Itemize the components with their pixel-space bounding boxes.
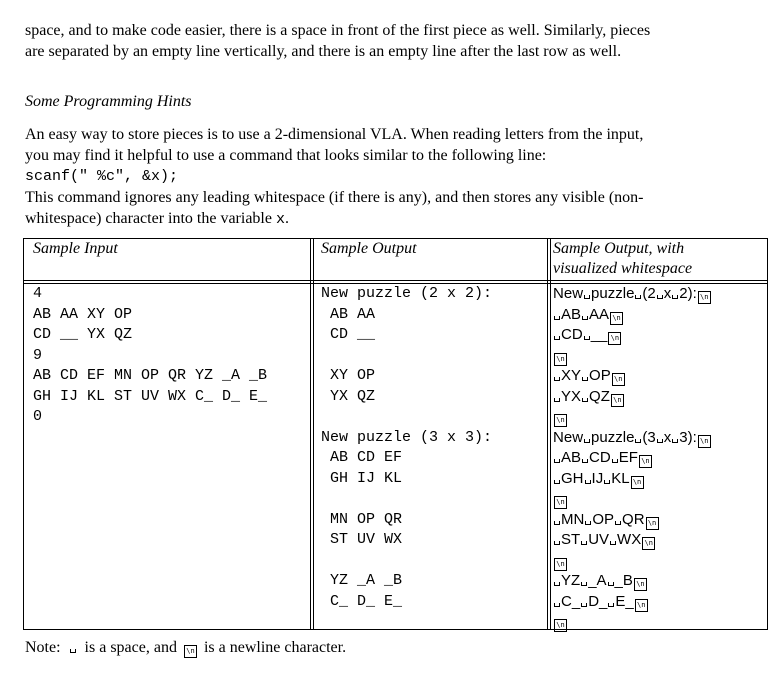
space-symbol-icon — [581, 393, 589, 403]
input-line: 9 — [33, 346, 43, 364]
newline-symbol-icon: \n — [610, 312, 623, 325]
note-middle: is a space, and — [84, 639, 177, 656]
space-symbol-icon — [581, 454, 589, 464]
output-line: New puzzle (2 x 2): — [321, 285, 493, 302]
header-sample-output: Sample Output — [321, 240, 417, 257]
space-symbol-icon — [553, 598, 561, 608]
space-symbol-icon — [553, 331, 561, 341]
hints-line-4-text: whitespace) character into the variable — [25, 210, 276, 227]
newline-symbol-icon: \n — [642, 537, 655, 550]
hints-line-4-end: . — [285, 210, 289, 227]
newline-symbol-icon: \n — [608, 332, 621, 345]
newline-symbol-icon: \n — [698, 291, 711, 304]
visualized-line: YZ _A _B \n — [553, 571, 647, 591]
visualized-line — [553, 489, 567, 509]
output-line: AB AA — [321, 305, 376, 323]
output-line: YZ _A _B — [321, 572, 403, 589]
table-border-right — [767, 238, 768, 630]
output-line: XY OP — [321, 367, 376, 384]
space-symbol-icon — [581, 372, 589, 382]
visualized-line: GH IJ KL \n — [553, 469, 644, 489]
space-symbol-icon — [614, 516, 622, 526]
newline-symbol-icon: \n — [184, 645, 197, 658]
newline-symbol-icon: \n — [639, 455, 652, 468]
input-line: 0 — [33, 408, 43, 425]
newline-symbol-icon: \n — [554, 353, 567, 366]
visualized-line: MN OP QR \n — [553, 510, 659, 530]
table-column-divider-2a — [547, 238, 548, 630]
space-symbol-icon — [553, 577, 561, 587]
newline-symbol-icon: \n — [612, 373, 625, 386]
table-border-left — [23, 238, 24, 630]
newline-symbol-icon: \n — [554, 558, 567, 571]
code-snippet: scanf(" %c", &x); — [25, 168, 179, 185]
table-column-divider-1b — [313, 238, 314, 630]
header-visualized-output — [553, 239, 692, 279]
newline-symbol-icon: \n — [554, 496, 567, 509]
visualized-line: C_ D_ E_ \n — [553, 592, 648, 612]
space-symbol-icon — [671, 434, 679, 444]
newline-symbol-icon: \n — [635, 599, 648, 612]
input-line: GH IJ KL ST UV WX C_ D_ E_ — [33, 387, 268, 405]
visualized-line: New puzzle (3 x 3): \n — [553, 428, 711, 448]
visualized-line: AB AA \n — [553, 305, 623, 325]
input-line: CD __ YX QZ — [33, 326, 133, 343]
space-symbol-icon — [656, 434, 664, 444]
output-line: MN OP QR — [321, 510, 403, 528]
table-header-divider-1 — [23, 280, 768, 281]
visualized-line: New puzzle (2 x 2): \n — [553, 284, 711, 304]
space-symbol-icon — [553, 516, 561, 526]
newline-symbol-icon: \n — [554, 414, 567, 427]
section-heading: Some Programming Hints — [25, 93, 192, 110]
output-line: YX QZ — [321, 387, 376, 405]
space-symbol-icon — [611, 454, 619, 464]
space-symbol-icon — [553, 311, 561, 321]
visualized-line: ST UV WX \n — [553, 530, 655, 550]
visualized-line — [553, 346, 567, 366]
table-border-bottom — [23, 629, 768, 630]
input-line: AB CD EF MN OP QR YZ _A _B — [33, 367, 268, 384]
space-symbol-icon — [607, 598, 615, 608]
space-symbol-icon — [584, 516, 592, 526]
space-symbol-icon — [553, 475, 561, 485]
output-line: C_ D_ E_ — [321, 592, 403, 610]
newline-symbol-icon: \n — [554, 619, 567, 632]
space-symbol-icon — [603, 475, 611, 485]
note-suffix: is a newline character. — [203, 639, 347, 656]
newline-symbol-icon: \n — [611, 394, 624, 407]
visualized-line: AB CD EF \n — [553, 448, 652, 468]
space-symbol-icon — [553, 372, 561, 382]
output-line: GH IJ KL — [321, 469, 403, 487]
input-line: 4 — [33, 285, 43, 302]
hints-line-4 — [25, 208, 770, 230]
hints-paragraph — [25, 124, 770, 230]
table-column-divider-1a — [310, 238, 311, 630]
space-symbol-icon — [583, 434, 591, 444]
space-symbol-icon — [581, 311, 589, 321]
intro-line-1: space, and to make code easier, there is a space in front of the first piece as well. Similarly, pieces — [25, 22, 651, 39]
space-symbol-icon — [671, 290, 679, 300]
space-symbol-icon — [583, 290, 591, 300]
header-sample-input: Sample Input — [33, 240, 118, 257]
space-symbol-icon — [584, 475, 592, 485]
visualized-line: CD __ \n — [553, 325, 621, 345]
space-symbol-icon — [580, 536, 588, 546]
space-symbol-icon — [553, 454, 561, 464]
space-symbol-icon — [553, 536, 561, 546]
space-symbol-icon — [656, 290, 664, 300]
output-line: CD __ — [321, 326, 376, 343]
visualized-line: YX QZ \n — [553, 387, 624, 407]
header-visualized-line-2: visualized whitespace — [553, 260, 693, 277]
header-visualized-line-1: Sample Output, with — [553, 240, 685, 257]
space-symbol-icon — [580, 577, 588, 587]
visualized-line — [553, 551, 567, 571]
visualized-line — [553, 407, 567, 427]
intro-paragraph — [25, 20, 770, 62]
space-symbol-icon — [583, 331, 591, 341]
space-symbol-icon — [634, 434, 642, 444]
output-line: AB CD EF — [321, 449, 403, 466]
note-prefix: Note: — [25, 639, 61, 656]
visualized-line: XY OP \n — [553, 366, 625, 386]
variable-name: x — [275, 211, 285, 228]
hints-line-2: you may find it helpful to use a command that looks similar to the following line: — [25, 147, 547, 164]
space-symbol-icon — [609, 536, 617, 546]
space-symbol-icon — [634, 290, 642, 300]
output-line: New puzzle (3 x 3): — [321, 428, 493, 446]
newline-symbol-icon: \n — [631, 476, 644, 489]
intro-line-2: are separated by an empty line vertically, and there is an empty line after the last row as well. — [25, 43, 622, 60]
newline-symbol-icon: \n — [634, 578, 647, 591]
visualized-line — [553, 612, 567, 632]
space-symbol-icon — [607, 577, 615, 587]
table-column-divider-2b — [550, 238, 551, 630]
space-symbol-icon — [580, 598, 588, 608]
output-line: ST UV WX — [321, 531, 403, 548]
input-line: AB AA XY OP — [33, 305, 133, 323]
sample-table — [23, 238, 768, 630]
newline-symbol-icon: \n — [646, 517, 659, 530]
space-symbol-icon — [553, 393, 561, 403]
hints-line-3: This command ignores any leading whitespace (if there is any), and then stores any visible (non- — [25, 189, 644, 206]
space-symbol-icon — [69, 644, 77, 654]
hints-line-1: An easy way to store pieces is to use a 2-dimensional VLA. When reading letters from the input, — [25, 126, 644, 143]
newline-symbol-icon: \n — [698, 435, 711, 448]
note-line — [25, 638, 346, 658]
